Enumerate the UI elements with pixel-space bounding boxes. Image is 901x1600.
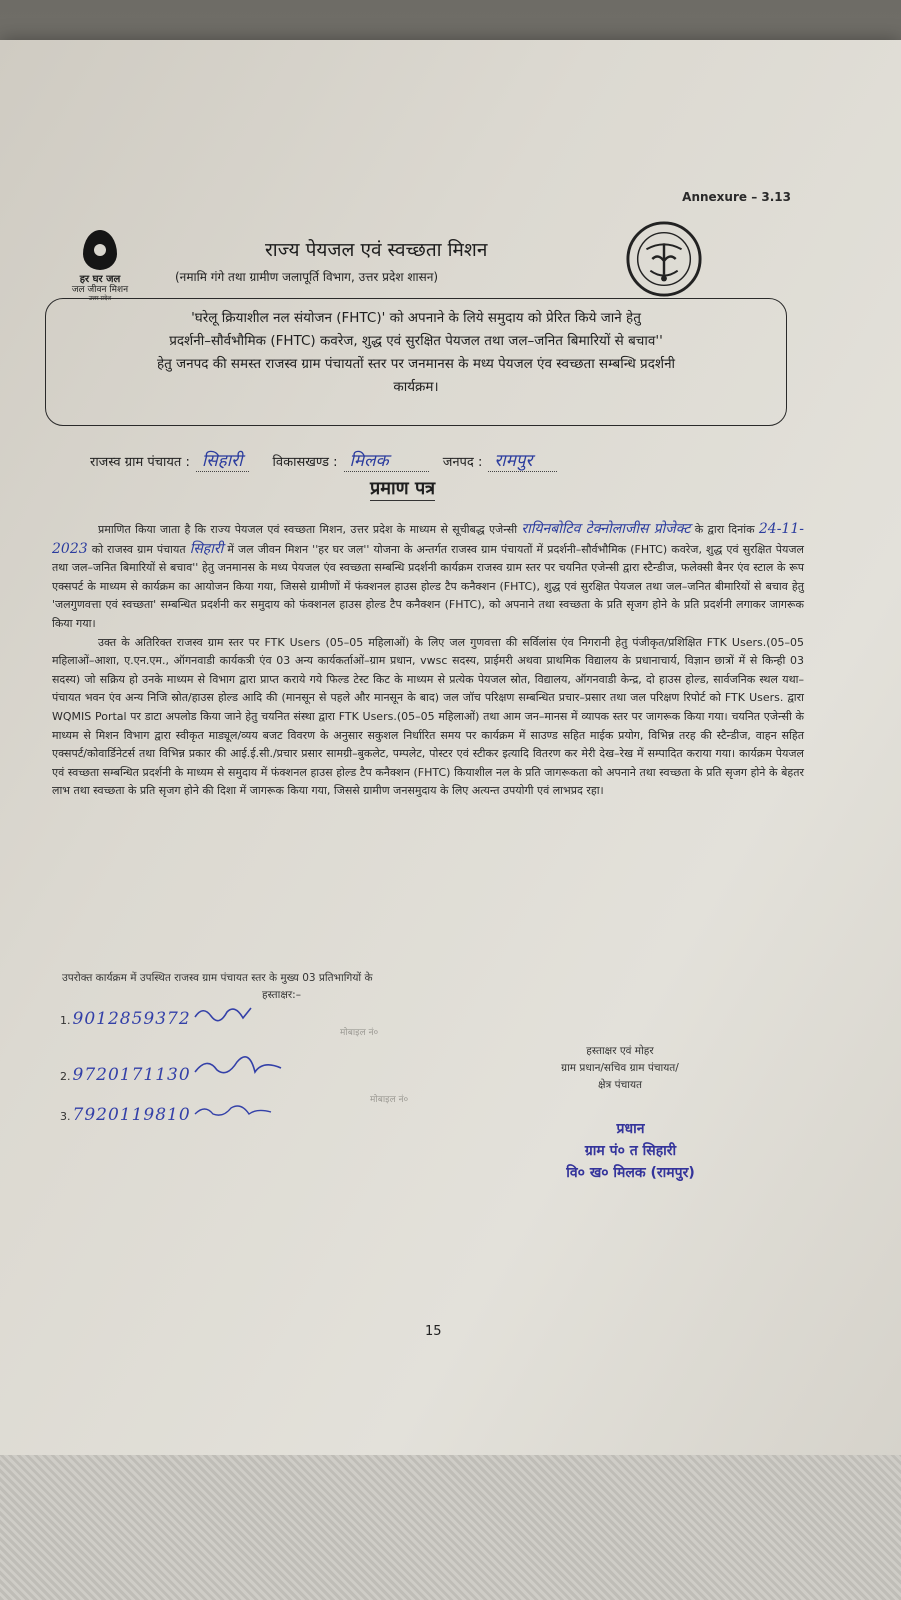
signature-index: 3. bbox=[60, 1110, 71, 1123]
participant-mobile: 7920119810 bbox=[72, 1105, 191, 1125]
programme-box bbox=[45, 298, 787, 426]
pradhan-stamp bbox=[548, 1118, 713, 1184]
stamp-line2: ग्राम प्रधान/सचिव ग्राम पंचायत/ bbox=[561, 1062, 679, 1074]
stamp-line3: क्षेत्र पंचायत bbox=[597, 1079, 643, 1091]
p1-part-d: में जल जीवन मिशन ''हर घर जल'' योजना के अन्तर्गत राजस्व ग्राम पंचायतों में प्रदर्शनी–सौर्वभौमिक (FHTC) कवरेज, शुद्ध एवं सुरक्षित पेयजल तथा जल–जनित बिमारियों से बचाव'' हेतु जनमानस के मध्य पेयजल एंव स्वच्छता सम्बन्धि प्रदर्शनी कार्यक्रम राजस्व ग्राम स्तर पर चयनित एजेन्सी द्वारा स्टैन्डीज, फलेक्सी बैनर एंव स्टाल के रूप एक्सपर्ट के माध्यम से कार्यक्रम का आयोजन किया गया, जिससे ग्रामीणों में फंक्शनल हाउस होल्ड टैप कनैक्शन (FHTC), शुद्ध एवं सुरक्षित पेयजल तथा जल–जनित बीमारियों से बचाव हेतु 'जलगुणवत्ता एवं स्वच्छता' सम्बन्धित प्रदर्शनी कर समुदाय को फंक्शनल हाउस होल्ड टैप कनैक्शन (FHTC), को अपनाने तथा स्वच्छता के प्रति सृजग होने के प्रति प्रदर्शनी लगाकर जागरूक किया गया। bbox=[52, 542, 805, 630]
logo-line1: हर घर जल bbox=[79, 274, 121, 285]
handwritten-signature-icon bbox=[193, 1002, 253, 1024]
participant-signature-2 bbox=[60, 1050, 283, 1085]
signature-index: 1. bbox=[60, 1014, 71, 1027]
signature-index: 2. bbox=[60, 1070, 71, 1083]
signature-caption-line2: हस्ताक्षर:– bbox=[262, 989, 301, 1001]
pradhan-line3: वि० ख० मिलक (रामपुर) bbox=[566, 1165, 695, 1181]
certificate-body bbox=[52, 520, 804, 801]
certificate-paragraph-1 bbox=[52, 520, 804, 634]
faint-print-2: मोबाइल नं० bbox=[370, 1095, 409, 1105]
programme-line2: प्रदर्शनी–सौर्वभौमिक (FHTC) कवरेज, शुद्ध एवं सुरक्षित पेयजल तथा जल–जनित बिमारियों से बचाव'' bbox=[169, 333, 663, 349]
participant-signature-3 bbox=[60, 1100, 273, 1125]
pradhan-line1: प्रधान bbox=[616, 1121, 645, 1137]
signature-caption bbox=[62, 970, 373, 1004]
page-title: राज्य पेयजल एवं स्वच्छता मिशन bbox=[265, 239, 488, 261]
signature-caption-line1: उपरोक्त कार्यक्रम में उपस्थित राजस्व ग्राम पंचायत स्तर के मुख्य 03 प्रतिभागियों के bbox=[62, 972, 373, 984]
participant-mobile: 9720171130 bbox=[72, 1065, 191, 1085]
p1-part-b: के द्वारा दिनांक bbox=[694, 523, 755, 536]
gram-panchayat-label: राजस्व ग्राम पंचायत : bbox=[90, 455, 190, 470]
annexure-label: Annexure – 3.13 bbox=[682, 190, 791, 204]
handwritten-signature-icon bbox=[193, 1100, 273, 1120]
jal-jeevan-mission-logo bbox=[55, 230, 145, 303]
certificate-paragraph-2: उक्त के अतिरिक्त राजस्व ग्राम स्तर पर FTK Users (05–05 महिलाओं) के लिए जल गुणवत्ता की सर्विलांस एंव निगरानी हेतु पंजीकृत/प्रशिक्षित FTK Users.(05–05 महिलाओं–आशा, ए.एन.एम., ऑगनवाडी कार्यकत्री एंव 03 अन्य कार्यकर्ताओं–ग्राम प्रधान, vwsc सदस्य, प्राईमरी अथवा प्राथमिक विद्यालय के प्रधानाचार्य, विज्ञान छात्रों में से किन्ही 03 सदस्य) जो सक्रिय हो उनके माध्यम से विभाग द्वारा प्राप्त कराये गये फिल्ड टेस्ट किट के माध्यम से प्रत्येक पेयजल स्रोत, विद्यालय, ऑगनवाडी केन्द्र, दो हाउस होल्ड, सार्वजनिक स्थल यथा–पंचायत भवन एंव अन्य निजि स्रोत/हाउस होल्ड आदि की (मानसून से पहले और मानसून के बाद) जल जॉच परिक्षण सम्बन्धित प्रचार–प्रसार तथा जल परिक्षण रिपोर्ट को FTK Users. द्वारा WQMIS Portal पर डाटा अपलोड किया जाने हेतु चयनित संस्था द्वारा FTK Users.(05–05 महिलाओं) तथा आम जन–मानस में व्यापक स्तर पर जागरूक किया गया। चयनित एजेन्सी के माध्यम से मिशन विभाग द्वारा स्वीकृत माड्यूल/व्यय बजट विवरण के अनुसार सकुशल निर्धारित समय पर कार्यक्रम में साउण्ड सहित माईक प्रयोग, विभिन्न तरह की स्टैन्डीज, वाहन सहित एक्सपर्ट/कोवार्डिनेटर्स तथा विभिन्न प्रकार की आई.ई.सी./प्रचार प्रसार सामग्री–बुकलेट, पम्पलेट, पोस्टर एवं स्टीकर इत्यादि वितरण कर मेरी देख–रेख में सम्पादित कराया गया। कार्यक्रम पेयजल एवं स्वच्छता सम्बन्धित प्रदर्शनी के माध्यम से समुदाय में फंक्शनल हाउस होल्ड टैप कनैक्शन (FHTC) कियाशील नल के प्रति जागरूकता को अपनाने तथा स्वच्छता के प्रति सृजग होने के बेहतर लाभ तथा स्वच्छता के प्रति सृजग होने की दिशा में जागरूक किया गया, जिससे ग्रामीण जनसमुदाय के लिए अत्यन्त उपयोगी एवं लाभप्रद रहा। bbox=[52, 635, 804, 798]
logo-line2: जल जीवन मिशन bbox=[71, 285, 129, 295]
logo-line3: उत्तर प्रदेश bbox=[88, 295, 112, 302]
district-label: जनपद : bbox=[442, 455, 483, 470]
participant-signature-1 bbox=[60, 1002, 253, 1029]
faint-print-1: मोबाइल नं० bbox=[340, 1028, 379, 1038]
location-fields bbox=[90, 448, 557, 472]
document-page bbox=[0, 40, 901, 1455]
participant-mobile: 9012859372 bbox=[72, 1009, 191, 1029]
pradhan-line2: ग्राम पं० त सिहारी bbox=[584, 1143, 677, 1159]
programme-line4: कार्यक्रम। bbox=[393, 379, 439, 395]
certificate-heading: प्रमाण पत्र bbox=[370, 478, 436, 499]
page-subtitle: (नमामि गंगे तथा ग्रामीण जलापूर्ति विभाग, उत्तर प्रदेश शासन) bbox=[175, 270, 439, 284]
stamp-line1: हस्ताक्षर एवं मोहर bbox=[586, 1045, 654, 1057]
district-value: रामपुर bbox=[488, 448, 556, 472]
gram-panchayat-value: सिहारी bbox=[196, 448, 249, 472]
p1-part-c: को राजस्व ग्राम पंचायत bbox=[91, 542, 186, 556]
page-number: 15 bbox=[425, 1324, 442, 1339]
background-packing-sheet bbox=[0, 1455, 901, 1600]
programme-date-value: 24-11-2023 bbox=[52, 521, 804, 557]
programme-line3: हेतु जनपद की समस्त राजस्व ग्राम पंचायतों स्तर पर जनमानस के मध्य पेयजल एंव स्वच्छता सम्बन्धि प्रदर्शनी bbox=[156, 356, 676, 372]
programme-line1: 'घरेलू क्रियाशील नल संयोजन (FHTC)' को अपनाने के लिये समुदाय को प्रेरित किये जाने हेतु bbox=[191, 310, 641, 326]
water-drop-icon bbox=[83, 230, 117, 270]
programme-gp-value: सिहारी bbox=[189, 540, 224, 557]
official-signature-block bbox=[520, 1043, 720, 1094]
p1-part-a: प्रमाणित किया जाता है कि राज्य पेयजल एवं स्वच्छता मिशन, उत्तर प्रदेश के माध्यम से सूचीबद्ध एजेन्सी bbox=[98, 523, 518, 536]
up-government-seal-icon bbox=[625, 220, 703, 298]
block-label: विकासखण्ड : bbox=[272, 455, 338, 470]
agency-name-value: रायिनबोटिव टेक्नोलाजीस प्रोजेक्ट bbox=[521, 521, 691, 537]
block-value: मिलक bbox=[344, 448, 429, 472]
handwritten-signature-icon bbox=[193, 1050, 283, 1080]
